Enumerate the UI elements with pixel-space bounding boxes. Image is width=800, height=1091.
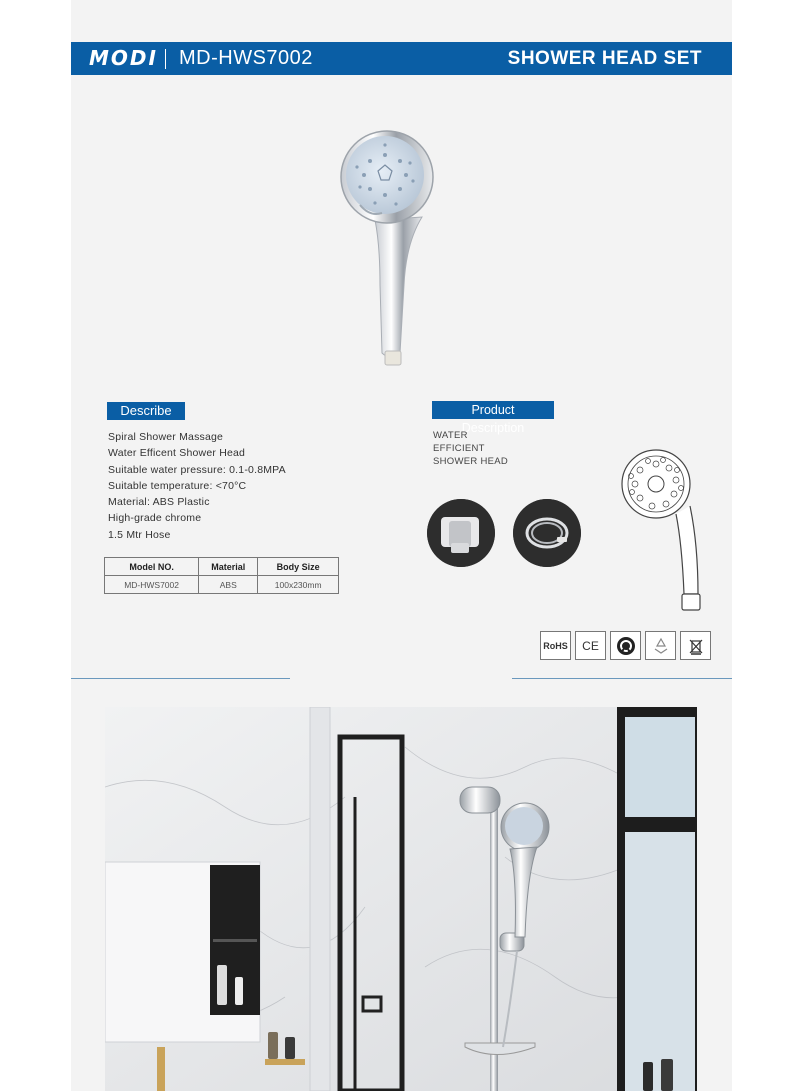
rohs-icon: RoHS [540, 631, 571, 660]
spec-header-size: Body Size [258, 558, 339, 576]
certification-icons [540, 631, 711, 660]
hose-icon [513, 499, 581, 567]
spec-table-header-row [105, 558, 339, 576]
bathroom-scene-photo [105, 707, 697, 1091]
wall-bracket-icon [427, 499, 495, 567]
green-dot-icon [610, 631, 641, 660]
wall-bracket-image [427, 499, 495, 567]
product-description-heading: Product Description [432, 401, 554, 419]
brand-logo: MODI [89, 46, 158, 70]
feature-item: 1.5 Mtr Hose [108, 528, 171, 541]
shower-head-line-drawing [614, 444, 714, 619]
feature-item: Water Efficent Shower Head [108, 447, 246, 460]
spec-cell-size: 100x230mm [258, 576, 339, 594]
spec-table-row [105, 576, 339, 594]
describe-heading: Describe [107, 402, 185, 420]
header-banner [71, 42, 732, 75]
feature-item: High-grade chrome [108, 512, 202, 525]
feature-item: Suitable water pressure: 0.1-0.8MPA [108, 463, 286, 476]
feature-list [108, 429, 286, 543]
hose-image [513, 499, 581, 567]
pd-word: WATER [433, 430, 468, 441]
shower-head-image [330, 125, 440, 375]
spec-header-model: Model NO. [105, 558, 199, 576]
feature-item: Spiral Shower Massage [108, 431, 224, 443]
product-title: SHOWER HEAD SET [507, 48, 702, 69]
pd-word: SHOWER HEAD [433, 456, 509, 467]
section-divider-right [512, 678, 732, 679]
feature-item: Suitable temperature: <70°C [108, 479, 247, 492]
ce-icon: CE [575, 631, 606, 660]
spec-table [104, 557, 339, 594]
product-description-words [433, 429, 508, 468]
spec-cell-model: MD-HWS7002 [105, 576, 199, 594]
weee-bin-icon [680, 631, 711, 660]
feature-item: Material: ABS Plastic [108, 496, 210, 509]
spec-cell-material: ABS [199, 576, 258, 594]
model-number: MD-HWS7002 [179, 47, 313, 69]
pd-word: EFFICIENT [433, 443, 485, 454]
recycle-icon [645, 631, 676, 660]
spec-header-material: Material [199, 558, 258, 576]
section-divider-left [71, 678, 290, 679]
brand-divider [165, 49, 166, 69]
